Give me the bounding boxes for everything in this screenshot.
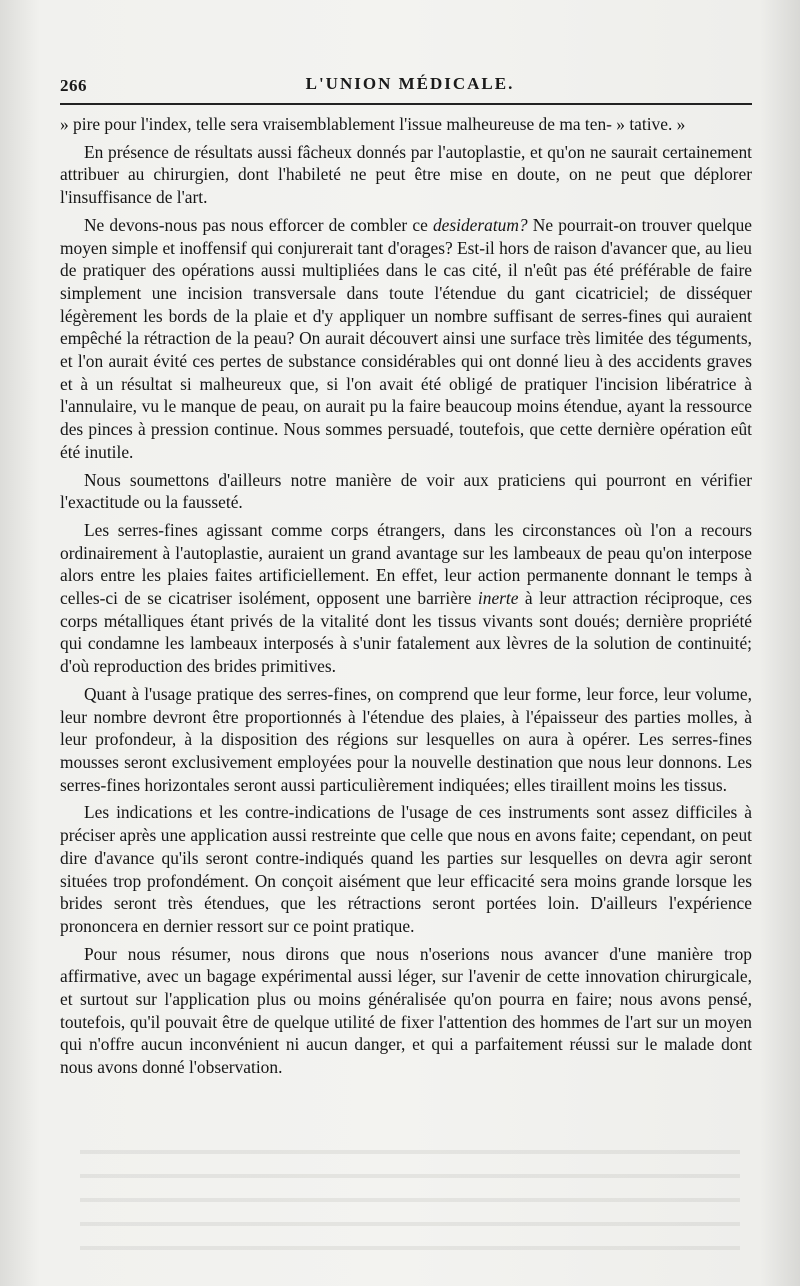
emphasis-desideratum: desideratum? xyxy=(432,214,528,235)
emphasis-inerte: inerte xyxy=(477,588,519,609)
bleed-through-shading xyxy=(80,1140,740,1260)
article-body xyxy=(60,113,752,1084)
paragraph-text: Les serres-fines agissant comme corps étrangers, dans les circonstances où l'on a recours ordinairement à l'autoplastie, auraient un grand avantage sur les lambeaux de peau qu'on interpose alors entre les plaies faites artificiellement. En effet, leur action permanente donnant le temps à celles-ci de se cicatriser isolément, opposent une barrière xyxy=(60,519,752,609)
paragraph-resume: Pour nous résumer, nous dirons que nous n'oserions nous avancer d'une manière trop affirmative, avec un bagage expérimental aussi léger, sur l'avenir de cette innovation chirurgicale, et surtout sur l'application plus ou moins généralisée qu'on pourra en faire; nous avons pensé, toutefois, qu'il pouvait être de quelque utilité de fixer l'attention des hommes de l'art sur un moyen qui n'offre aucun inconvénient ni aucun danger, et qui a parfaitement réussi sur le malade dont nous avons donné l'observation. xyxy=(60,943,752,1078)
paragraph-soumettons: Nous soumettons d'ailleurs notre manière de voir aux praticiens qui pourront en vérifier l'exactitude ou la fausseté. xyxy=(60,469,752,513)
paragraph-quote-end: » pire pour l'index, telle sera vraisemblablement l'issue malheureuse de ma ten- » tative. » xyxy=(60,114,686,134)
paragraph-desideratum xyxy=(60,214,752,464)
running-head xyxy=(60,70,760,102)
page-number: 266 xyxy=(60,76,87,95)
paragraph-text: Ne devons-nous pas nous efforcer de combler ce xyxy=(84,214,433,235)
journal-title: L'UNION MÉDICALE. xyxy=(305,74,515,93)
paragraph-text: à leur attraction réciproque, ces corps métalliques étant privés de la vitalité dont les tissus vivants sont doués; dernière propriété qui condamne les lambeaux interposés à s'unir fatalement aux lèvres de la solution de continuité; d'où reproduction des brides primitives. xyxy=(60,588,752,677)
paragraph-text: Ne pourrait-on trouver quelque moyen simple et inoffensif qui conjurerait tant d'orages? Est-il hors de raison d'avancer que, au lieu de pratiquer des opérations aussi multipliées dans le cas cité, il n'eût pas été préférable de faire simplement une incision transversale dans toute l'étendue du gant cicatriciel; de disséquer légèrement les bords de la plaie et d'y appliquer un nombre suffisant de serres-fines qui auraient empêché la rétraction de la peau? On aurait découvert ainsi une surface très limitée des téguments, et l'on aurait évité ces pertes de substance considérables qui ont donné lieu à des accidents graves et à un résultat si malheureux que, si l'on avait été obligé de pratiquer l'incision libératrice à l'annulaire, vu le manque de peau, on aurait pu la faire beaucoup moins étendue, ayant la ressource des pinces à pression continue. Nous sommes persuadé, toutefois, que cette dernière opération eût été inutile. xyxy=(60,214,752,462)
paragraph-autoplastie-results: En présence de résultats aussi fâcheux donnés par l'autoplastie, et qu'on ne saurait certainement attribuer au chirurgien, dont l'habileté ne peut être mise en doute, on ne peut que déplorer l'insuffisance de l'art. xyxy=(60,141,752,208)
paragraph-usage-pratique: Quant à l'usage pratique des serres-fines, on comprend que leur forme, leur force, leur volume, leur nombre devront être proportionnés à l'étendue des plaies, à l'épaisseur des parties molles, à leur profondeur, à la disposition des régions sur lesquelles on aura à opérer. Les serres-fines mousses seront exclusivement employées pour la nouvelle destination que nous leur donnons. Les serres-fines horizontales seront aussi particulièrement indiquées; elles tiraillent moins les tissus. xyxy=(60,683,752,795)
paragraph-serres-fines-corps-etrangers xyxy=(60,519,752,678)
paragraph-indications: Les indications et les contre-indications de l'usage de ces instruments sont assez difficiles à préciser après une application aussi restreinte que celle que nous en avons faite; cependant, on peut dire d'avance qu'ils seront contre-indiqués quand les parties sur lesquelles on devra agir seront situées trop profondément. On conçoit aisément que leur efficacité sera moins grande lorsque les brides seront très étendues, que les rétractions seront portées loin. D'ailleurs l'expérience prononcera en dernier ressort sur ce point pratique. xyxy=(60,802,752,936)
header-rule xyxy=(60,103,752,105)
